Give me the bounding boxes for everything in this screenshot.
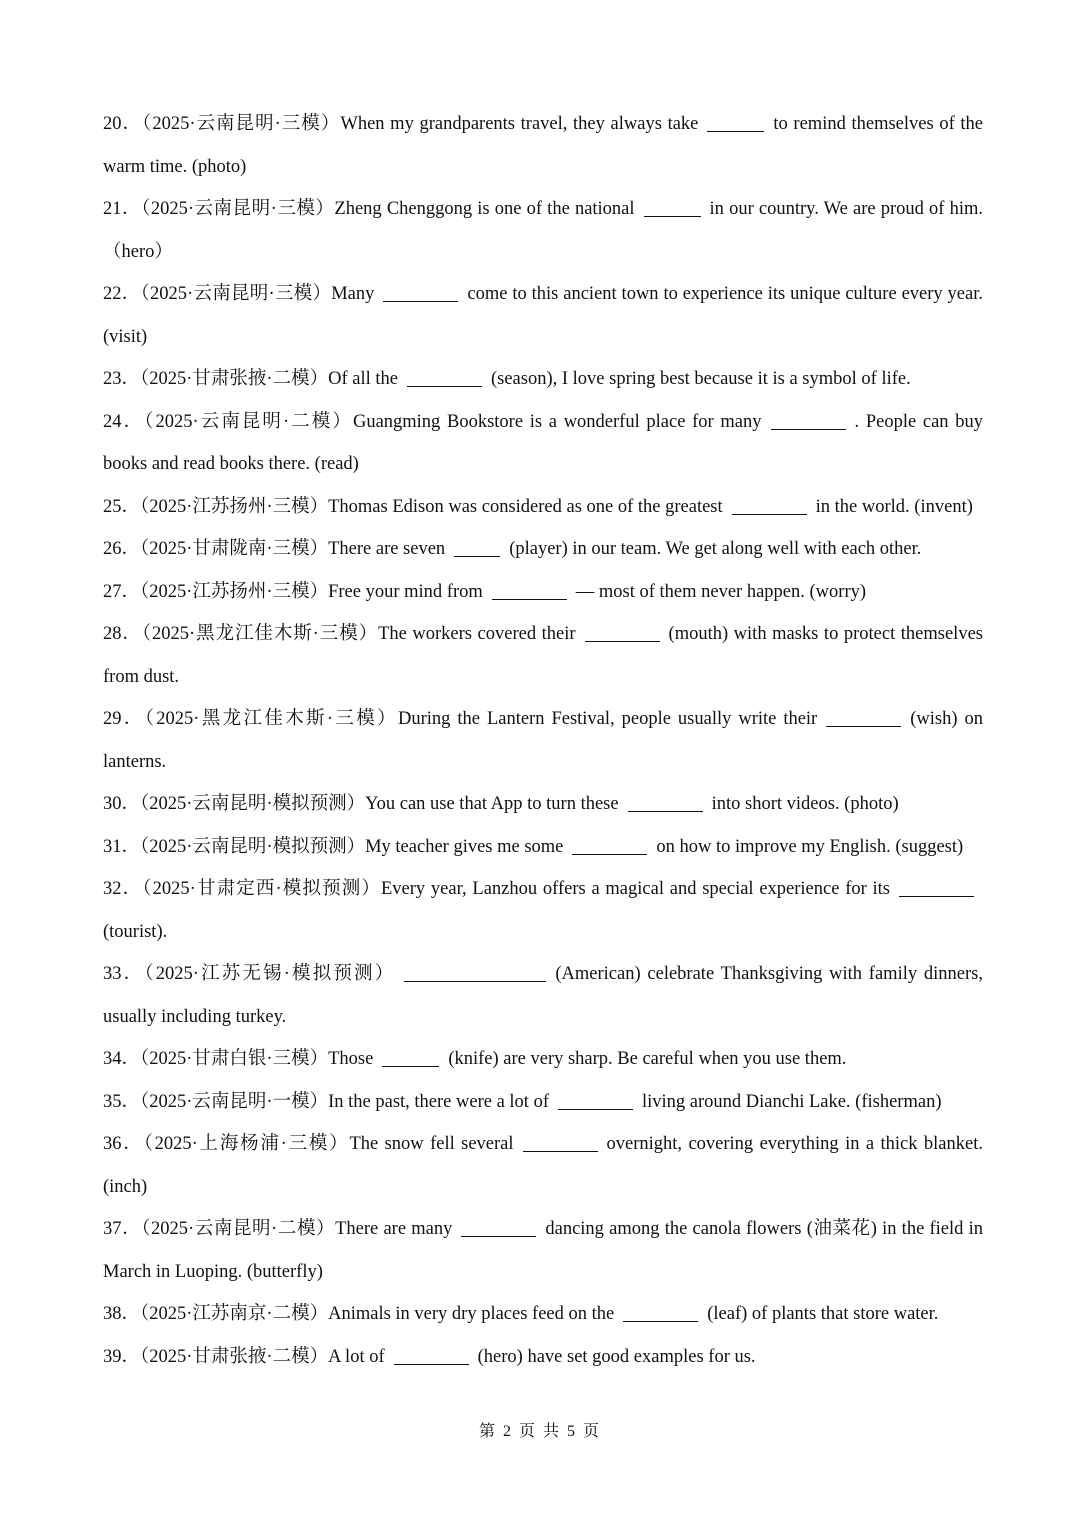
answer-blank[interactable]: [732, 495, 807, 515]
question-text-after: — most of them never happen. (worry): [575, 581, 867, 602]
question-source: （2025·黑龙江佳木斯·三模）: [144, 709, 398, 729]
question-text-after: in our country. We are proud of him.（hero）: [103, 199, 983, 262]
footer-middle: 页 共: [518, 1423, 561, 1440]
question-item: [103, 1038, 983, 1081]
question-item: [103, 868, 983, 953]
answer-blank[interactable]: [623, 1303, 698, 1323]
page-footer: [0, 1418, 1080, 1441]
answer-blank[interactable]: [628, 793, 703, 813]
question-source: （2025·黑龙江佳木斯·三模）: [141, 624, 379, 644]
question-text-after: (knife) are very sharp. Be careful when you use them.: [448, 1049, 847, 1069]
answer-blank[interactable]: [558, 1090, 633, 1110]
answer-blank[interactable]: [826, 708, 901, 728]
question-text-before: Thomas Edison was considered as one of the greatest: [328, 496, 723, 517]
question-text-after: (hero) have set good examples for us.: [477, 1346, 756, 1367]
answer-blank[interactable]: [382, 1048, 439, 1068]
question-number: 34．: [103, 1049, 141, 1069]
question-number: 20．: [103, 114, 143, 134]
question-item: [103, 571, 983, 614]
question-item: [103, 486, 983, 529]
question-text-before: The workers covered their: [378, 624, 576, 644]
answer-blank[interactable]: [407, 368, 482, 388]
footer-page-number: 2: [502, 1423, 513, 1440]
question-source: （2025·云南昆明·二模）: [144, 411, 353, 432]
question-text-after: (leaf) of plants that store water.: [707, 1304, 939, 1324]
question-number: 27．: [103, 581, 141, 602]
question-source: （2025·甘肃张掖·二模）: [140, 369, 329, 389]
question-source: （2025·江苏扬州·三模）: [140, 496, 329, 517]
question-source: （2025·甘肃定西·模拟预测）: [142, 879, 381, 899]
question-text-after: overnight, covering everything in a thick blanket. (inch): [103, 1134, 983, 1197]
question-source: （2025·云南昆明·三模）: [141, 199, 335, 219]
answer-blank[interactable]: [523, 1133, 598, 1153]
question-source: （2025·江苏无锡·模拟预测）: [144, 964, 396, 984]
question-item: [103, 1293, 983, 1336]
question-text-before: A lot of: [328, 1346, 385, 1367]
question-number: 35．: [103, 1091, 141, 1112]
answer-blank[interactable]: [644, 198, 701, 218]
question-number: 38．: [103, 1304, 141, 1324]
footer-total-pages: 5: [567, 1423, 577, 1440]
question-number: 30．: [103, 794, 141, 814]
answer-blank[interactable]: [394, 1345, 469, 1365]
question-source: （2025·云南昆明·二模）: [141, 1219, 336, 1239]
question-number: 26．: [103, 539, 141, 559]
question-number: 24．: [103, 411, 145, 432]
question-text-after: dancing among the canola flowers (油菜花) in the field in March in Luoping. (butterfly): [103, 1219, 983, 1282]
question-number: 39．: [103, 1346, 141, 1367]
question-text-before: There are many: [335, 1219, 453, 1239]
question-item: [103, 188, 983, 273]
question-item: [103, 826, 983, 869]
question-text-after: to remind themselves of the warm time. (photo): [103, 114, 983, 177]
question-text-before: Every year, Lanzhou offers a magical and special experience for its: [380, 879, 890, 899]
answer-blank[interactable]: [771, 410, 846, 430]
question-text-after: (American) celebrate Thanksgiving with family dinners, usually including turkey.: [103, 964, 983, 1027]
question-text-after: (tourist).: [103, 921, 168, 942]
question-item: [103, 1081, 983, 1124]
question-source: （2025·云南昆明·三模）: [142, 114, 341, 134]
question-number: 32．: [103, 879, 143, 899]
question-text-after: in the world. (invent): [815, 496, 973, 517]
answer-blank[interactable]: [404, 963, 546, 983]
question-item: [103, 1336, 983, 1379]
question-number: 23．: [103, 369, 141, 389]
question-text-before: In the past, there were a lot of: [328, 1091, 549, 1112]
answer-blank[interactable]: [572, 835, 647, 855]
question-text-before: During the Lantern Festival, people usually write their: [397, 709, 818, 729]
question-text-before: Free your mind from: [328, 581, 483, 602]
question-item: [103, 401, 983, 486]
question-number: 28．: [103, 624, 142, 644]
question-text-before: My teacher gives me some: [365, 836, 564, 857]
question-item: [103, 953, 983, 1038]
question-text-after: . People can buy books and read books there. (read): [103, 411, 984, 474]
question-text-before: There are seven: [328, 539, 446, 559]
question-number: 36．: [103, 1134, 144, 1154]
question-text-before: Of all the: [328, 369, 398, 389]
question-number: 25．: [103, 496, 141, 517]
answer-blank[interactable]: [492, 580, 567, 600]
question-item: [103, 783, 983, 826]
question-text-before: Zheng Chenggong is one of the national: [334, 199, 635, 219]
question-source: （2025·甘肃白银·三模）: [140, 1049, 329, 1069]
question-source: （2025·江苏扬州·三模）: [140, 581, 329, 602]
question-text-after: (mouth) with masks to protect themselves from dust.: [103, 624, 983, 687]
question-number: 29．: [103, 709, 145, 729]
question-text-before: You can use that App to turn these: [365, 794, 619, 814]
question-text-before: Animals in very dry places feed on the: [328, 1304, 615, 1324]
question-item: [103, 698, 983, 783]
question-text-after: (wish) on lanterns.: [103, 709, 983, 772]
answer-blank[interactable]: [454, 538, 500, 558]
question-text-before: The snow fell several: [349, 1134, 514, 1154]
question-text-before: Guangming Bookstore is a wonderful place for many: [352, 411, 762, 432]
question-item: [103, 273, 983, 358]
question-text-before: Those: [328, 1049, 374, 1069]
question-source: （2025·云南昆明·模拟预测）: [140, 794, 366, 814]
answer-blank[interactable]: [461, 1218, 536, 1238]
question-number: 37．: [103, 1219, 142, 1239]
question-item: [103, 358, 983, 401]
question-text-before: Many: [331, 284, 375, 304]
question-item: [103, 1123, 983, 1208]
exercise-list: [103, 103, 983, 1378]
answer-blank[interactable]: [899, 878, 974, 898]
question-item: [103, 1208, 983, 1293]
question-source: （2025·云南昆明·模拟预测）: [140, 836, 366, 857]
question-number: 21．: [103, 199, 142, 219]
question-source: （2025·甘肃张掖·二模）: [140, 1346, 329, 1367]
question-text-after: living around Dianchi Lake. (fisherman): [641, 1091, 942, 1112]
question-text-after: come to this ancient town to experience its unique culture every year. (visit): [103, 284, 983, 347]
question-text-after: (season), I love spring best because it is a symbol of life.: [490, 369, 911, 389]
question-source: （2025·上海杨浦·三模）: [143, 1134, 350, 1154]
question-source: （2025·云南昆明·一模）: [140, 1091, 329, 1112]
question-source: （2025·甘肃陇南·三模）: [140, 539, 329, 559]
answer-blank[interactable]: [585, 623, 660, 643]
question-number: 22．: [103, 284, 141, 304]
question-source: （2025·云南昆明·三模）: [140, 284, 332, 304]
answer-blank[interactable]: [383, 283, 458, 303]
footer-prefix: 第: [478, 1423, 497, 1440]
question-item: [103, 528, 983, 571]
question-text-after: (player) in our team. We get along well with each other.: [509, 539, 922, 559]
question-text-after: into short videos. (photo): [711, 794, 899, 814]
question-number: 33．: [103, 964, 145, 984]
answer-blank[interactable]: [707, 113, 764, 133]
question-item: [103, 613, 983, 698]
question-text-before: When my grandparents travel, they always take: [340, 114, 699, 134]
question-text-after: on how to improve my English. (suggest): [656, 836, 964, 857]
question-number: 31．: [103, 836, 141, 857]
question-item: [103, 103, 983, 188]
footer-suffix: 页: [583, 1423, 602, 1440]
question-source: （2025·江苏南京·二模）: [140, 1304, 329, 1324]
